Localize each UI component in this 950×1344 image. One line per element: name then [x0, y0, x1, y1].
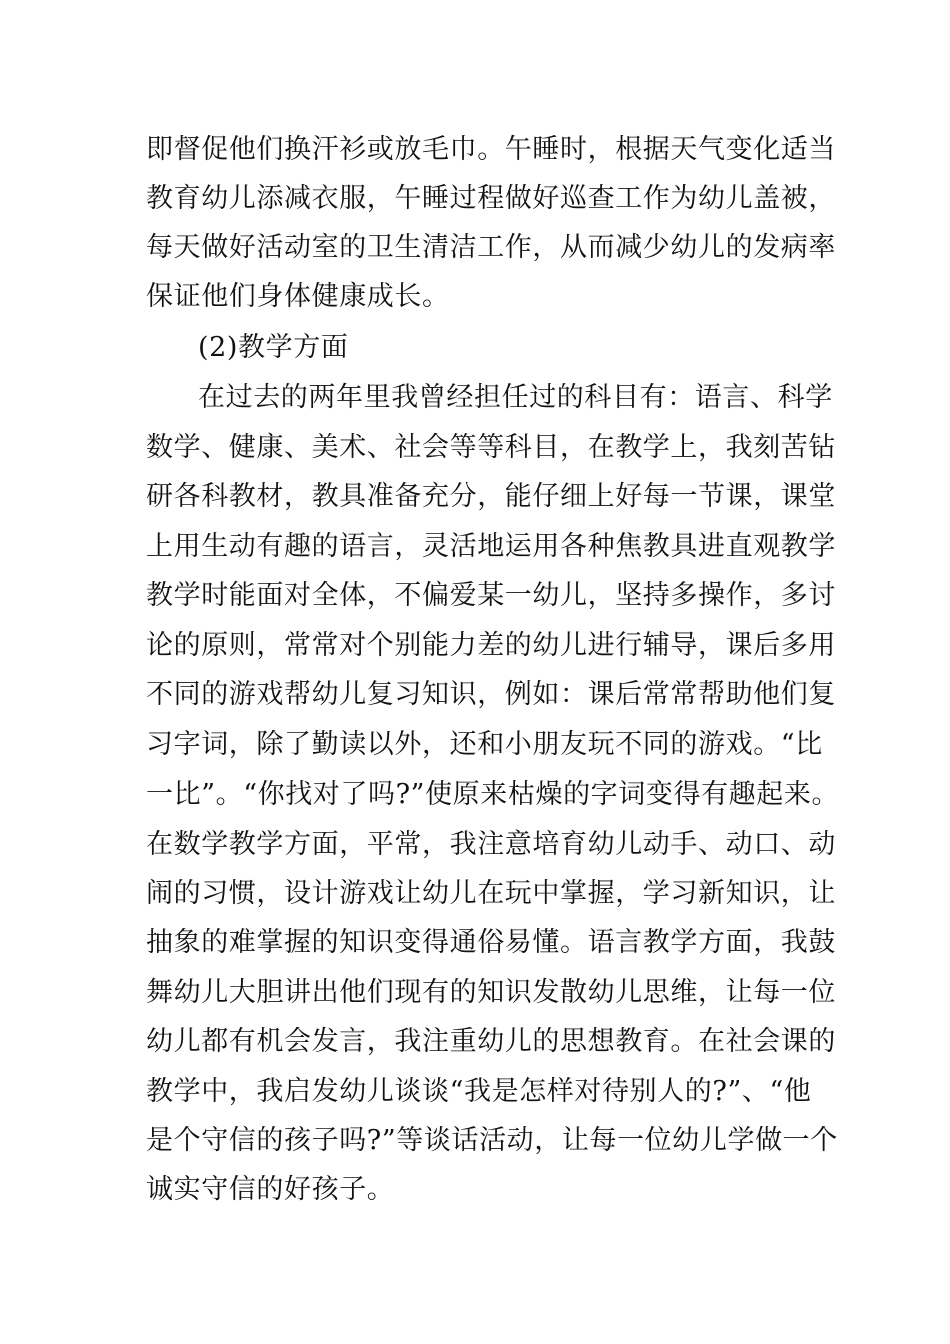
- body-text-line: 数学、健康、美术、社会等等科目，在教学上，我刻苦钻: [146, 432, 836, 463]
- body-text-line: 是个守信的孩子吗?”等谈话活动，让每一位幼儿学做一个: [146, 1125, 838, 1156]
- body-text-line: 不同的游戏帮幼儿复习知识，例如：课后常常帮助他们复: [146, 679, 836, 710]
- body-text-line: 保证他们身体健康成长。: [146, 281, 450, 312]
- body-text-line: 一比”。“你找对了吗?”使原来枯燥的字词变得有趣起来。: [146, 779, 840, 810]
- body-text-line: 教学时能面对全体，不偏爱某一幼儿，坚持多操作，多讨: [146, 580, 836, 611]
- body-text-line: 舞幼儿大胆讲出他们现有的知识发散幼儿思维，让每一位: [146, 977, 836, 1008]
- body-text-line: 闹的习惯，设计游戏让幼儿在玩中掌握，学习新知识，让: [146, 878, 836, 909]
- body-text-line: 教学中，我启发幼儿谈谈“我是怎样对待别人的?”、“他: [146, 1076, 812, 1107]
- body-text-line: 在数学教学方面，平常，我注意培育幼儿动手、动口、动: [146, 829, 836, 860]
- body-text-line: 每天做好活动室的卫生清洁工作，从而减少幼儿的发病率: [146, 232, 836, 263]
- body-text-line: 即督促他们换汗衫或放毛巾。午睡时，根据天气变化适当: [146, 134, 836, 165]
- body-text-line: 教育幼儿添减衣服，午睡过程做好巡查工作为幼儿盖被，: [146, 183, 836, 214]
- body-text-line: 抽象的难掌握的知识变得通俗易懂。语言教学方面，我鼓: [146, 927, 836, 958]
- section-heading: (2)教学方面: [198, 332, 349, 363]
- body-text-line: 研各科教材，教具准备充分，能仔细上好每一节课，课堂: [146, 481, 836, 512]
- body-text-line: 习字词，除了勤读以外，还和小朋友玩不同的游戏。“比: [146, 729, 823, 760]
- body-text-line: 诚实守信的好孩子。: [146, 1174, 395, 1205]
- body-text-line: 幼儿都有机会发言，我注重幼儿的思想教育。在社会课的: [146, 1026, 836, 1057]
- body-text-line: 论的原则，常常对个别能力差的幼儿进行辅导，课后多用: [146, 630, 836, 661]
- body-text-line: 上用生动有趣的语言，灵活地运用各种焦教具进直观教学: [146, 531, 836, 562]
- body-text-line: 在过去的两年里我曾经担任过的科目有：语言、科学: [198, 382, 833, 413]
